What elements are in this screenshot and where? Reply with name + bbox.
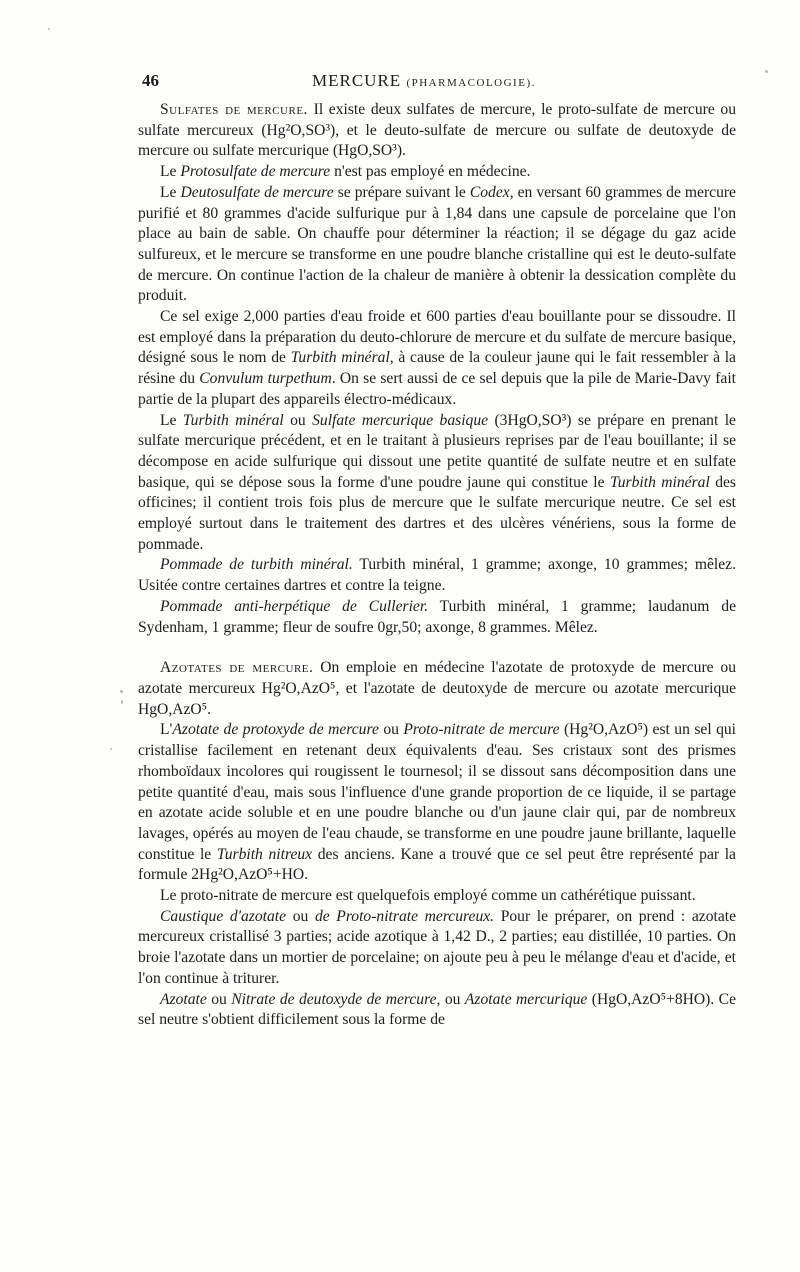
- running-title-sub: (PHARMACOLOGIE).: [406, 77, 536, 89]
- paragraph-text: ou: [206, 990, 232, 1008]
- running-title: [312, 71, 536, 91]
- azotate-mercurique-paragraph: [138, 990, 736, 1031]
- paragraph-text: (3HgO,SO³) se prépare en prenant le sulfate mercurique précédent, et en le traitant à plusieurs reprises par de l'eau bouillante; il se décompose en acide sulfurique qui dissout une petite quantité de sulfate neutre et en sulfate basique, qui se dépose sous la forme d'une poudre jaune qui constitue le: [138, 411, 736, 491]
- term-italic: Azotate: [160, 990, 207, 1008]
- deutosulfate-paragraph: [138, 183, 736, 307]
- term-italic: Convulum turpethum: [199, 370, 332, 388]
- protonitrate-paragraph: [138, 720, 736, 886]
- paragraph-text: Le proto-nitrate de mercure est quelquefois employé comme un cathérétique puissant.: [160, 887, 696, 905]
- recipe-title: Pommade de turbith minéral.: [160, 556, 353, 574]
- protosulfate-paragraph: [138, 162, 736, 183]
- paragraph-text: , en versant 60 grammes de mercure purifié et 80 grammes d'acide sulfurique pur à 1,84 dans une capsule de porcelaine que l'on place au bain de sable. On chauffe pour déterminer la réaction; il se dégage du gaz acide sulfureux, et le mercure se transforme en une poudre blanche cristalline qui est le deuto-sulfate de mercure. On continue l'action de la chaleur de manière à obtenir la dessication complète du produit.: [138, 183, 736, 305]
- paragraph-text: Le: [160, 411, 183, 429]
- recipe-title: de Proto-nitrate mercureux.: [314, 907, 495, 925]
- turbith-paragraph: [138, 411, 736, 556]
- paragraph-text: , à cause de la couleur jaune qui le fait ressembler à la résine du: [138, 349, 736, 388]
- term-italic: Turbith minéral: [290, 349, 390, 367]
- sulfates-intro-paragraph: [138, 100, 736, 162]
- paragraph-text: , ou: [436, 990, 465, 1008]
- paragraph-text: des officines; il contient trois fois plus de mercure que le sulfate mercurique neutre. Ce sel est employé surtout dans le traitement des dartres et des ulcères vénériens, sous la forme de pommade.: [138, 473, 736, 553]
- paragraph-text: des anciens. Kane a trouvé que ce sel peut être représenté par la formule 2Hg²O,AzO⁵+HO.: [138, 845, 736, 884]
- azotates-intro-paragraph: [138, 658, 736, 720]
- pommade-turbith-paragraph: [138, 555, 736, 596]
- caustique-paragraph: [138, 907, 736, 990]
- solubility-paragraph: [138, 307, 736, 411]
- term-italic: Nitrate de deutoxyde de mercure: [231, 990, 437, 1008]
- term-italic: Codex: [469, 183, 510, 201]
- section-heading-sulfates: Sulfates de mercure.: [160, 101, 308, 118]
- term-italic: Azotate mercurique: [464, 990, 588, 1008]
- paragraph-text: Il existe deux sulfates de mercure, le proto-sulfate de mercure ou sulfate mercureux (Hg²O,SO³), et le deuto-sulfate de mercure ou sulfate de deutoxyde de mercure ou sulfate mercurique (HgO,SO³).: [138, 101, 736, 160]
- term-italic: Azotate de protoxyde de mercure: [172, 721, 379, 739]
- section-gap: [138, 638, 736, 658]
- paragraph-text: ou: [378, 721, 404, 739]
- catheretique-paragraph: [138, 886, 736, 907]
- paragraph-text: (HgO,AzO⁵+8HO). Ce sel neutre s'obtient difficilement sous la forme de: [138, 990, 736, 1029]
- term-italic: Turbith nitreux: [216, 845, 313, 863]
- recipe-title: Caustique d'azotate: [160, 907, 287, 925]
- paragraph-text: . On se sert aussi de ce sel depuis que la pile de Marie-Davy fait partie de la plupart des appareils électro-médicaux.: [138, 370, 736, 408]
- paragraph-text: On emploie en médecine l'azotate de protoxyde de mercure ou azotate mercureux Hg²O,AzO⁵, et l'azotate de deutoxyde de mercure ou azotate mercurique HgO,AzO⁵.: [138, 659, 736, 718]
- paragraph-text: ou: [283, 411, 313, 429]
- scan-speck: [48, 28, 50, 30]
- scan-speck: [120, 690, 123, 693]
- paragraph-text: Le: [160, 183, 181, 201]
- paragraph-text: Turbith minéral, 1 gramme; laudanum de Sydenham, 1 gramme; fleur de soufre 0gr,50; axonge, 8 grammes. Mêlez.: [138, 597, 736, 636]
- scan-speck: [765, 70, 768, 73]
- running-title-main: MERCURE: [312, 71, 402, 90]
- term-italic: Turbith minéral: [609, 473, 710, 491]
- term-italic: Turbith minéral: [182, 411, 284, 429]
- paragraph-text: Le: [160, 163, 181, 181]
- paragraph-text: (Hg²O,AzO⁵) est un sel qui cristallise facilement en retenant deux équivalents d'eau. Ses cristaux sont des prismes rhomboïdaux incolores qui rougissent le tournesol; il se dissout sans décomposition dans une petite quantité d'eau, mais sous l'influence d'une grande proportion de ce liquide, il se partage en azotate acide soluble et en une poudre blanche ou d'un jaune clair qui, par de nombreux lavages, opérés au moyen de l'eau chaude, se transforme en une poudre jaune brillante, laquelle constitue le: [138, 721, 737, 863]
- paragraph-text: Turbith minéral, 1 gramme; axonge, 10 grammes; mêlez. Usitée contre certaines dartres et contre la teigne.: [138, 556, 736, 595]
- scan-speck: [121, 700, 123, 704]
- term-italic: Deutosulfate de mercure: [180, 183, 334, 201]
- term-italic: Proto-nitrate de mercure: [403, 721, 560, 739]
- paragraph-text: Ce sel exige 2,000 parties d'eau froide et 600 parties d'eau bouillante pour se dissoudre. Il est employé dans la préparation du deuto-chlorure de mercure et du sulfate de mercure basique, désigné sous le nom de: [138, 308, 736, 367]
- paragraph-text: n'est pas employé en médecine.: [330, 163, 531, 181]
- paragraph-text: ou: [286, 907, 315, 925]
- page-number: 46: [142, 71, 159, 90]
- running-header: [142, 71, 732, 95]
- scan-speck: [110, 748, 112, 750]
- paragraph-text: Pour le préparer, on prend : azotate mercureux cristallisé 3 parties; acide azotique à 1,42 D., 2 parties; eau distillée, 10 parties. On broie l'azotate dans un mortier de porcelaine; on ajoute peu à peu le mélange d'eau et d'acide, et l'on continue à triturer.: [138, 907, 737, 987]
- pommade-cullerier-paragraph: [138, 597, 736, 638]
- recipe-title: Pommade anti-herpétique de Cullerier.: [160, 597, 429, 615]
- section-heading-azotates: Azotates de mercure.: [160, 659, 314, 677]
- text-column: [138, 100, 736, 1031]
- paragraph-text: L': [160, 721, 173, 739]
- paragraph-text: se prépare suivant le: [333, 183, 470, 201]
- term-italic: Protosulfate de mercure: [180, 163, 331, 181]
- term-italic: Sulfate mercurique basique: [312, 411, 489, 429]
